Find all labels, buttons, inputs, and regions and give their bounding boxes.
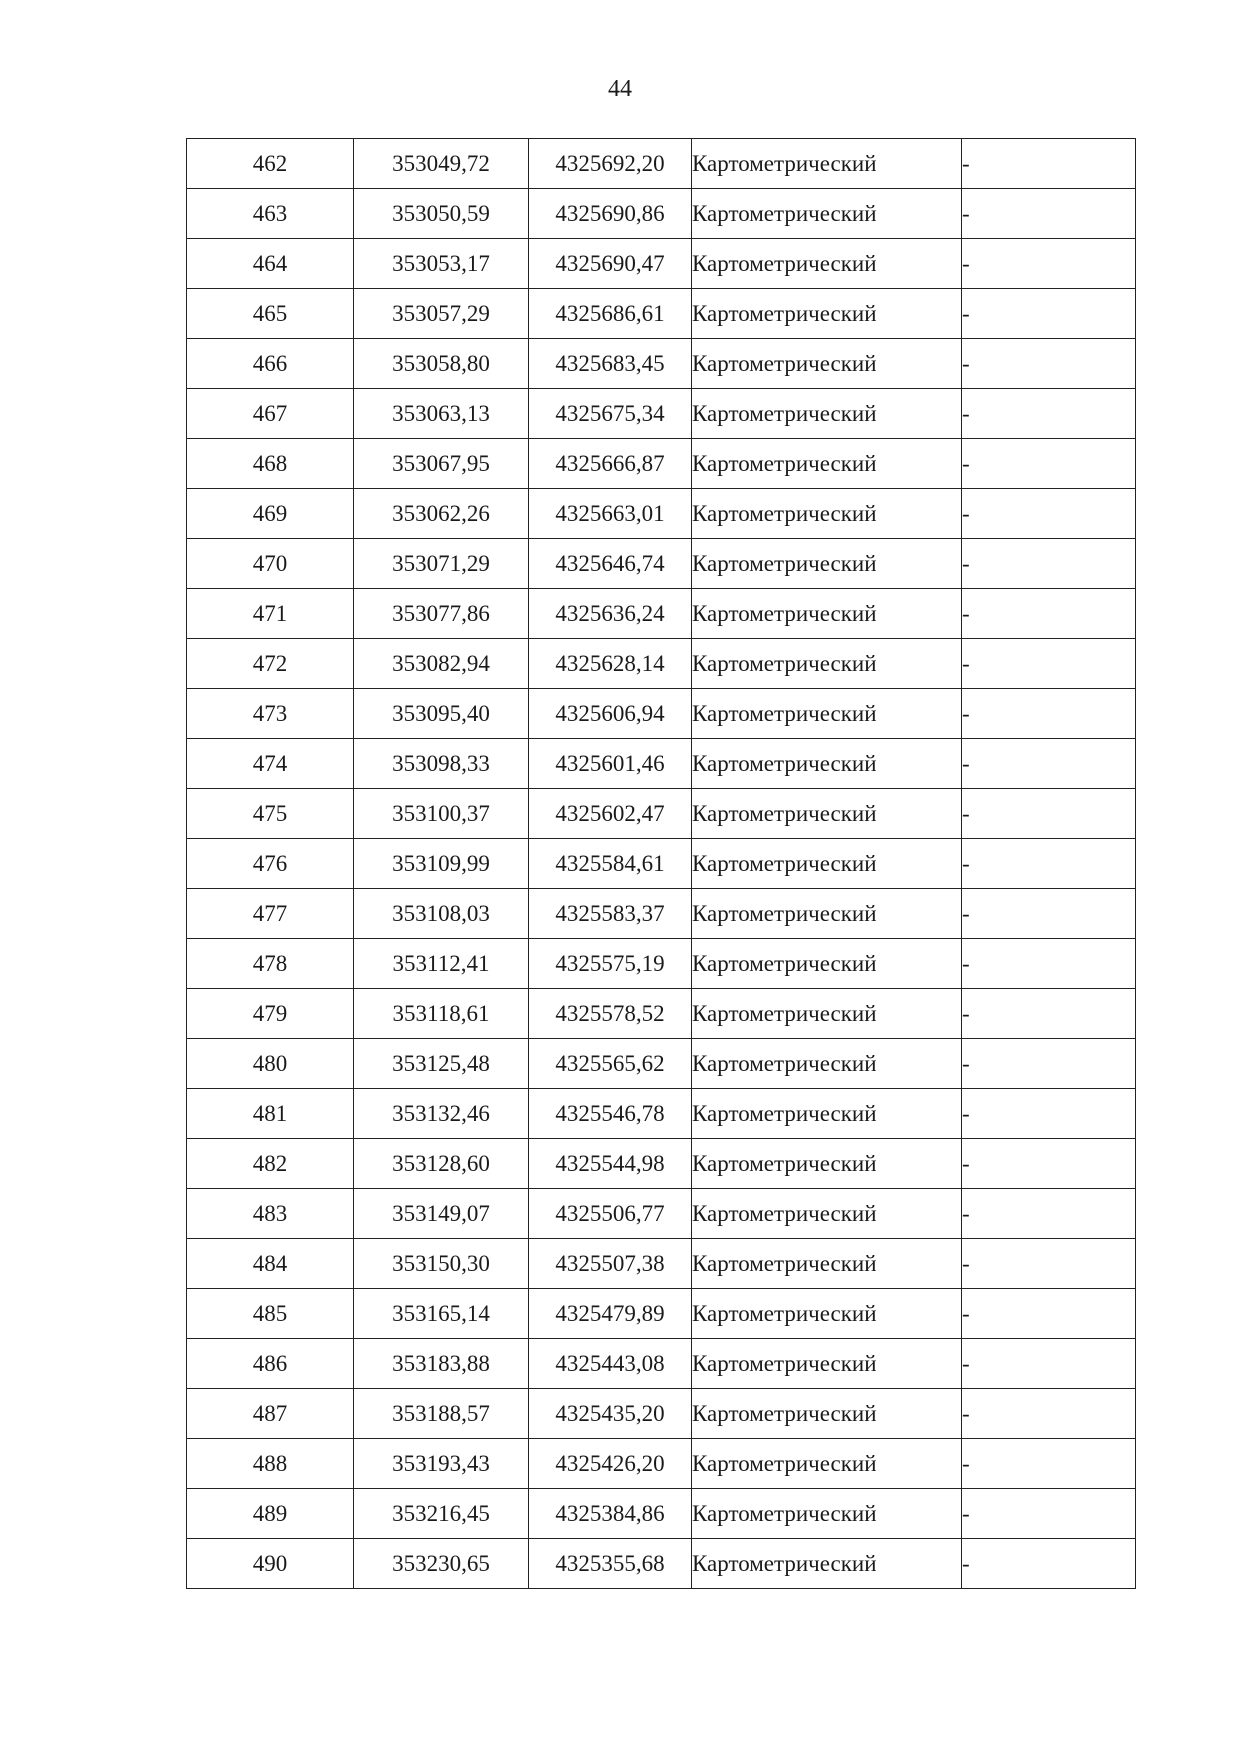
- method-cell: Картометрический: [692, 1089, 962, 1139]
- note-cell: -: [962, 189, 1136, 239]
- note-cell: -: [962, 139, 1136, 189]
- y-coordinate-cell: 4325692,20: [529, 139, 692, 189]
- point-number-cell: 471: [187, 589, 354, 639]
- note-cell: -: [962, 489, 1136, 539]
- table-row: [187, 739, 1136, 789]
- method-cell: Картометрический: [692, 1439, 962, 1489]
- note-cell: -: [962, 839, 1136, 889]
- method-cell: Картометрический: [692, 739, 962, 789]
- method-cell: Картометрический: [692, 289, 962, 339]
- y-coordinate-cell: 4325355,68: [529, 1539, 692, 1589]
- y-coordinate-cell: 4325578,52: [529, 989, 692, 1039]
- table-row: [187, 1139, 1136, 1189]
- table-row: [187, 1339, 1136, 1389]
- table-row: [187, 939, 1136, 989]
- table-row: [187, 439, 1136, 489]
- point-number-cell: 470: [187, 539, 354, 589]
- note-cell: -: [962, 1389, 1136, 1439]
- point-number-cell: 489: [187, 1489, 354, 1539]
- point-number-cell: 490: [187, 1539, 354, 1589]
- note-cell: -: [962, 789, 1136, 839]
- x-coordinate-cell: 353230,65: [354, 1539, 529, 1589]
- table-row: [187, 839, 1136, 889]
- x-coordinate-cell: 353067,95: [354, 439, 529, 489]
- note-cell: -: [962, 589, 1136, 639]
- method-cell: Картометрический: [692, 1489, 962, 1539]
- point-number-cell: 483: [187, 1189, 354, 1239]
- point-number-cell: 473: [187, 689, 354, 739]
- x-coordinate-cell: 353128,60: [354, 1139, 529, 1189]
- point-number-cell: 479: [187, 989, 354, 1039]
- method-cell: Картометрический: [692, 1389, 962, 1439]
- table-row: [187, 489, 1136, 539]
- method-cell: Картометрический: [692, 1339, 962, 1389]
- y-coordinate-cell: 4325565,62: [529, 1039, 692, 1089]
- table-row: [187, 1089, 1136, 1139]
- y-coordinate-cell: 4325690,47: [529, 239, 692, 289]
- x-coordinate-cell: 353077,86: [354, 589, 529, 639]
- y-coordinate-cell: 4325675,34: [529, 389, 692, 439]
- table-row: [187, 1289, 1136, 1339]
- note-cell: -: [962, 339, 1136, 389]
- note-cell: -: [962, 939, 1136, 989]
- y-coordinate-cell: 4325646,74: [529, 539, 692, 589]
- coordinates-table-body: [187, 139, 1136, 1589]
- note-cell: -: [962, 689, 1136, 739]
- table-row: [187, 1539, 1136, 1589]
- x-coordinate-cell: 353082,94: [354, 639, 529, 689]
- point-number-cell: 476: [187, 839, 354, 889]
- y-coordinate-cell: 4325602,47: [529, 789, 692, 839]
- x-coordinate-cell: 353193,43: [354, 1439, 529, 1489]
- note-cell: -: [962, 1139, 1136, 1189]
- y-coordinate-cell: 4325686,61: [529, 289, 692, 339]
- y-coordinate-cell: 4325506,77: [529, 1189, 692, 1239]
- point-number-cell: 474: [187, 739, 354, 789]
- x-coordinate-cell: 353216,45: [354, 1489, 529, 1539]
- method-cell: Картометрический: [692, 339, 962, 389]
- method-cell: Картометрический: [692, 489, 962, 539]
- table-row: [187, 1489, 1136, 1539]
- table-row: [187, 1389, 1136, 1439]
- method-cell: Картометрический: [692, 239, 962, 289]
- table-row: [187, 1239, 1136, 1289]
- method-cell: Картометрический: [692, 689, 962, 739]
- method-cell: Картометрический: [692, 539, 962, 589]
- point-number-cell: 480: [187, 1039, 354, 1089]
- method-cell: Картометрический: [692, 589, 962, 639]
- point-number-cell: 481: [187, 1089, 354, 1139]
- y-coordinate-cell: 4325584,61: [529, 839, 692, 889]
- table-row: [187, 289, 1136, 339]
- point-number-cell: 485: [187, 1289, 354, 1339]
- table-row: [187, 1439, 1136, 1489]
- y-coordinate-cell: 4325546,78: [529, 1089, 692, 1139]
- point-number-cell: 477: [187, 889, 354, 939]
- x-coordinate-cell: 353062,26: [354, 489, 529, 539]
- method-cell: Картометрический: [692, 1139, 962, 1189]
- note-cell: -: [962, 1039, 1136, 1089]
- y-coordinate-cell: 4325606,94: [529, 689, 692, 739]
- x-coordinate-cell: 353053,17: [354, 239, 529, 289]
- note-cell: -: [962, 739, 1136, 789]
- note-cell: -: [962, 1239, 1136, 1289]
- x-coordinate-cell: 353165,14: [354, 1289, 529, 1339]
- table-row: [187, 989, 1136, 1039]
- method-cell: Картометрический: [692, 839, 962, 889]
- x-coordinate-cell: 353100,37: [354, 789, 529, 839]
- point-number-cell: 462: [187, 139, 354, 189]
- table-row: [187, 189, 1136, 239]
- note-cell: -: [962, 1539, 1136, 1589]
- note-cell: -: [962, 439, 1136, 489]
- method-cell: Картометрический: [692, 889, 962, 939]
- y-coordinate-cell: 4325575,19: [529, 939, 692, 989]
- note-cell: -: [962, 239, 1136, 289]
- y-coordinate-cell: 4325666,87: [529, 439, 692, 489]
- page-number: 44: [608, 76, 632, 102]
- x-coordinate-cell: 353132,46: [354, 1089, 529, 1139]
- x-coordinate-cell: 353188,57: [354, 1389, 529, 1439]
- note-cell: -: [962, 1439, 1136, 1489]
- point-number-cell: 472: [187, 639, 354, 689]
- method-cell: Картометрический: [692, 1239, 962, 1289]
- point-number-cell: 488: [187, 1439, 354, 1489]
- table-row: [187, 689, 1136, 739]
- note-cell: -: [962, 1089, 1136, 1139]
- y-coordinate-cell: 4325426,20: [529, 1439, 692, 1489]
- method-cell: Картометрический: [692, 1039, 962, 1089]
- x-coordinate-cell: 353050,59: [354, 189, 529, 239]
- coordinates-table: [186, 138, 1136, 1589]
- table-row: [187, 139, 1136, 189]
- note-cell: -: [962, 389, 1136, 439]
- method-cell: Картометрический: [692, 189, 962, 239]
- y-coordinate-cell: 4325443,08: [529, 1339, 692, 1389]
- y-coordinate-cell: 4325583,37: [529, 889, 692, 939]
- table-row: [187, 1039, 1136, 1089]
- x-coordinate-cell: 353183,88: [354, 1339, 529, 1389]
- x-coordinate-cell: 353149,07: [354, 1189, 529, 1239]
- point-number-cell: 465: [187, 289, 354, 339]
- table-row: [187, 389, 1136, 439]
- y-coordinate-cell: 4325636,24: [529, 589, 692, 639]
- y-coordinate-cell: 4325507,38: [529, 1239, 692, 1289]
- note-cell: -: [962, 889, 1136, 939]
- y-coordinate-cell: 4325601,46: [529, 739, 692, 789]
- x-coordinate-cell: 353057,29: [354, 289, 529, 339]
- point-number-cell: 486: [187, 1339, 354, 1389]
- method-cell: Картометрический: [692, 1289, 962, 1339]
- x-coordinate-cell: 353058,80: [354, 339, 529, 389]
- y-coordinate-cell: 4325663,01: [529, 489, 692, 539]
- point-number-cell: 468: [187, 439, 354, 489]
- y-coordinate-cell: 4325479,89: [529, 1289, 692, 1339]
- note-cell: -: [962, 1489, 1136, 1539]
- x-coordinate-cell: 353109,99: [354, 839, 529, 889]
- table-row: [187, 789, 1136, 839]
- note-cell: -: [962, 1339, 1136, 1389]
- point-number-cell: 482: [187, 1139, 354, 1189]
- x-coordinate-cell: 353108,03: [354, 889, 529, 939]
- x-coordinate-cell: 353095,40: [354, 689, 529, 739]
- note-cell: -: [962, 289, 1136, 339]
- note-cell: -: [962, 989, 1136, 1039]
- x-coordinate-cell: 353071,29: [354, 539, 529, 589]
- y-coordinate-cell: 4325544,98: [529, 1139, 692, 1189]
- table-row: [187, 539, 1136, 589]
- y-coordinate-cell: 4325628,14: [529, 639, 692, 689]
- method-cell: Картометрический: [692, 639, 962, 689]
- table-row: [187, 889, 1136, 939]
- x-coordinate-cell: 353125,48: [354, 1039, 529, 1089]
- note-cell: -: [962, 1289, 1136, 1339]
- method-cell: Картометрический: [692, 389, 962, 439]
- point-number-cell: 487: [187, 1389, 354, 1439]
- point-number-cell: 463: [187, 189, 354, 239]
- method-cell: Картометрический: [692, 789, 962, 839]
- method-cell: Картометрический: [692, 939, 962, 989]
- method-cell: Картометрический: [692, 1539, 962, 1589]
- point-number-cell: 478: [187, 939, 354, 989]
- table-row: [187, 239, 1136, 289]
- point-number-cell: 464: [187, 239, 354, 289]
- point-number-cell: 469: [187, 489, 354, 539]
- note-cell: -: [962, 539, 1136, 589]
- x-coordinate-cell: 353150,30: [354, 1239, 529, 1289]
- y-coordinate-cell: 4325690,86: [529, 189, 692, 239]
- y-coordinate-cell: 4325683,45: [529, 339, 692, 389]
- point-number-cell: 466: [187, 339, 354, 389]
- table-row: [187, 639, 1136, 689]
- method-cell: Картометрический: [692, 989, 962, 1039]
- point-number-cell: 484: [187, 1239, 354, 1289]
- y-coordinate-cell: 4325435,20: [529, 1389, 692, 1439]
- note-cell: -: [962, 1189, 1136, 1239]
- table-row: [187, 1189, 1136, 1239]
- table-row: [187, 589, 1136, 639]
- table-row: [187, 339, 1136, 389]
- x-coordinate-cell: 353049,72: [354, 139, 529, 189]
- point-number-cell: 475: [187, 789, 354, 839]
- x-coordinate-cell: 353063,13: [354, 389, 529, 439]
- method-cell: Картометрический: [692, 139, 962, 189]
- note-cell: -: [962, 639, 1136, 689]
- x-coordinate-cell: 353112,41: [354, 939, 529, 989]
- method-cell: Картометрический: [692, 439, 962, 489]
- x-coordinate-cell: 353118,61: [354, 989, 529, 1039]
- point-number-cell: 467: [187, 389, 354, 439]
- y-coordinate-cell: 4325384,86: [529, 1489, 692, 1539]
- method-cell: Картометрический: [692, 1189, 962, 1239]
- x-coordinate-cell: 353098,33: [354, 739, 529, 789]
